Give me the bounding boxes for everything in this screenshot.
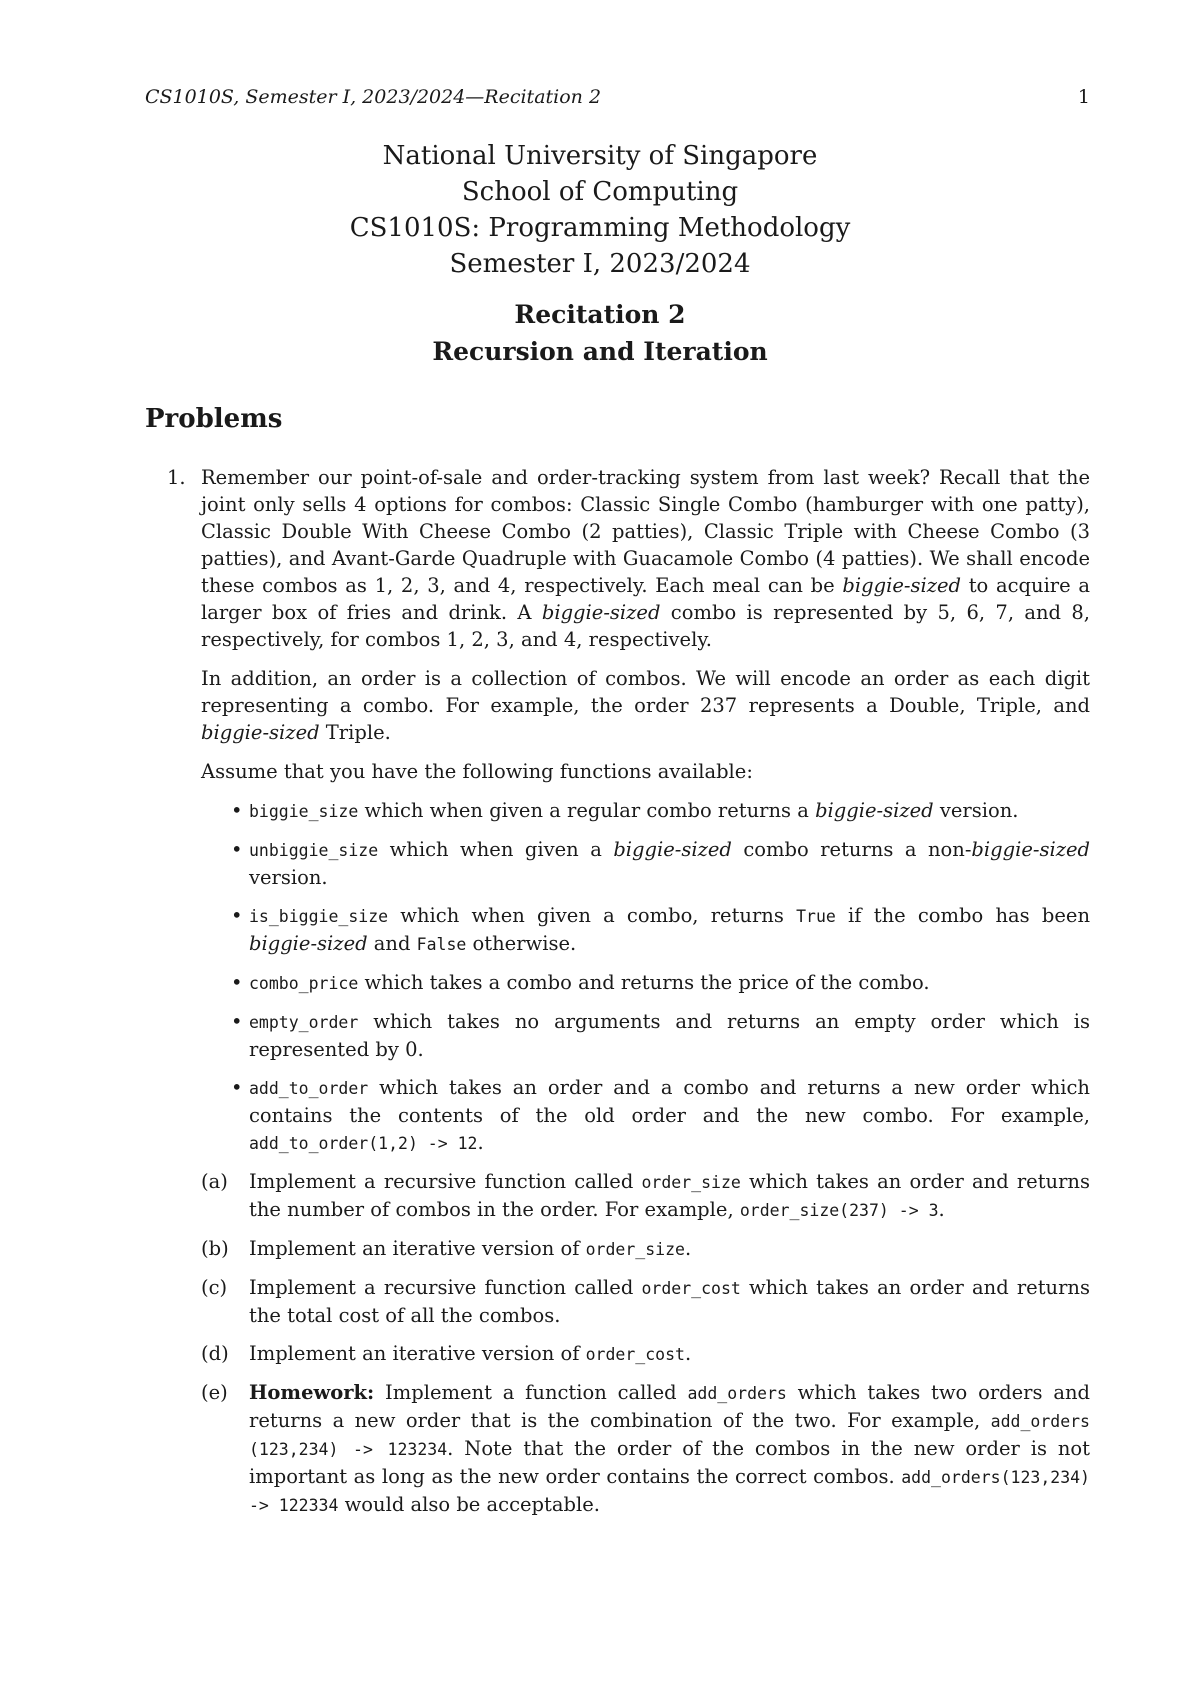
problem-number: 1. bbox=[167, 466, 186, 489]
semester: Semester I, 2023/2024 bbox=[449, 249, 751, 279]
bullet-icon: • bbox=[231, 1076, 243, 1099]
subquestion-a: (a) Implement a recursive function called order_size which takes an order and returns the number of combos in the order. For example, order_size(237) -> 3. bbox=[201, 1170, 1090, 1221]
list-item: • add_to_order which takes an order and a combo and returns a new order which contains the contents of the old order and the new combo. For example, add_to_order(1,2) -> 12. bbox=[231, 1076, 1090, 1154]
list-item: • empty_order which takes no arguments and returns an empty order which is represented by 0. bbox=[231, 1010, 1090, 1061]
function-list bbox=[201, 797, 1090, 1157]
subquestion-b: (b) Implement an iterative version of order_size. bbox=[201, 1237, 692, 1260]
list-item: • unbiggie_size which when given a biggie-sized combo returns a non-biggie-sized version. bbox=[231, 838, 1090, 889]
order-encoding-paragraph: In addition, an order is a collection of combos. We will encode an order as each digit representing a combo. For example, the order 237 represents a Double, Triple, and biggie-sized Triple. bbox=[201, 667, 1090, 744]
subtitle-block bbox=[0, 296, 1200, 370]
subquestion-list bbox=[201, 1168, 1090, 1519]
bullet-icon: • bbox=[231, 838, 243, 861]
functions-intro: Assume that you have the following functions available: bbox=[201, 760, 753, 783]
running-title: CS1010S, Semester I, 2023/2024—Recitation 2 bbox=[145, 86, 602, 108]
bullet-icon: • bbox=[231, 971, 243, 994]
list-item: • combo_price which takes a combo and returns the price of the combo. bbox=[231, 971, 930, 994]
page-number: 1 bbox=[1077, 86, 1090, 108]
university-name: National University of Singapore bbox=[382, 141, 818, 171]
recitation-topic: Recursion and Iteration bbox=[432, 337, 768, 366]
bullet-icon: • bbox=[231, 1010, 243, 1033]
bullet-icon: • bbox=[231, 799, 243, 822]
running-header bbox=[145, 86, 1090, 108]
school-name: School of Computing bbox=[461, 177, 739, 207]
bullet-icon: • bbox=[231, 904, 243, 927]
recitation-title: Recitation 2 bbox=[514, 300, 686, 329]
title-block bbox=[0, 138, 1200, 282]
problem-intro-paragraph: Remember our point-of-sale and order-tracking system from last week? Recall that the joint only sells 4 options for combos: Classic Single Combo (hamburger with one patty), Classic Double With Cheese Combo (2 patties), Classic Triple with Cheese Combo (3 patties), and Avant-Garde Quadruple with Guacamole Combo (4 patties). We shall encode these combos as 1, 2, 3, and 4, respectively. Each meal can be biggie-sized to acquire a larger box of fries and drink. A biggie-sized combo is represented by 5, 6, 7, and 8, respectively, for combos 1, 2, 3, and 4, respectively. bbox=[201, 466, 1090, 651]
course-name: CS1010S: Programming Methodology bbox=[349, 213, 851, 243]
subquestion-e: (e) Homework: Implement a function called add_orders which takes two orders and returns a new order that is the combination of the two. For example, add_orders (123,234) -> 123234. Note that the order of the combos in the new order is not important as long as the new order contains the correct combos. add_orders(123,234) -> 122334 would also be acceptable. bbox=[201, 1381, 1091, 1516]
subquestion-c: (c) Implement a recursive function called order_cost which takes an order and returns the total cost of all the combos. bbox=[201, 1276, 1090, 1327]
list-item: • is_biggie_size which when given a combo, returns True if the combo has been biggie-sized and False otherwise. bbox=[231, 904, 1090, 955]
section-heading: Problems bbox=[145, 404, 283, 434]
problem-body bbox=[201, 464, 1090, 1519]
subquestion-d: (d) Implement an iterative version of order_cost. bbox=[201, 1342, 692, 1365]
list-item: • biggie_size which when given a regular combo returns a biggie-sized version. bbox=[231, 799, 1019, 822]
problem-1 bbox=[145, 464, 1090, 1530]
